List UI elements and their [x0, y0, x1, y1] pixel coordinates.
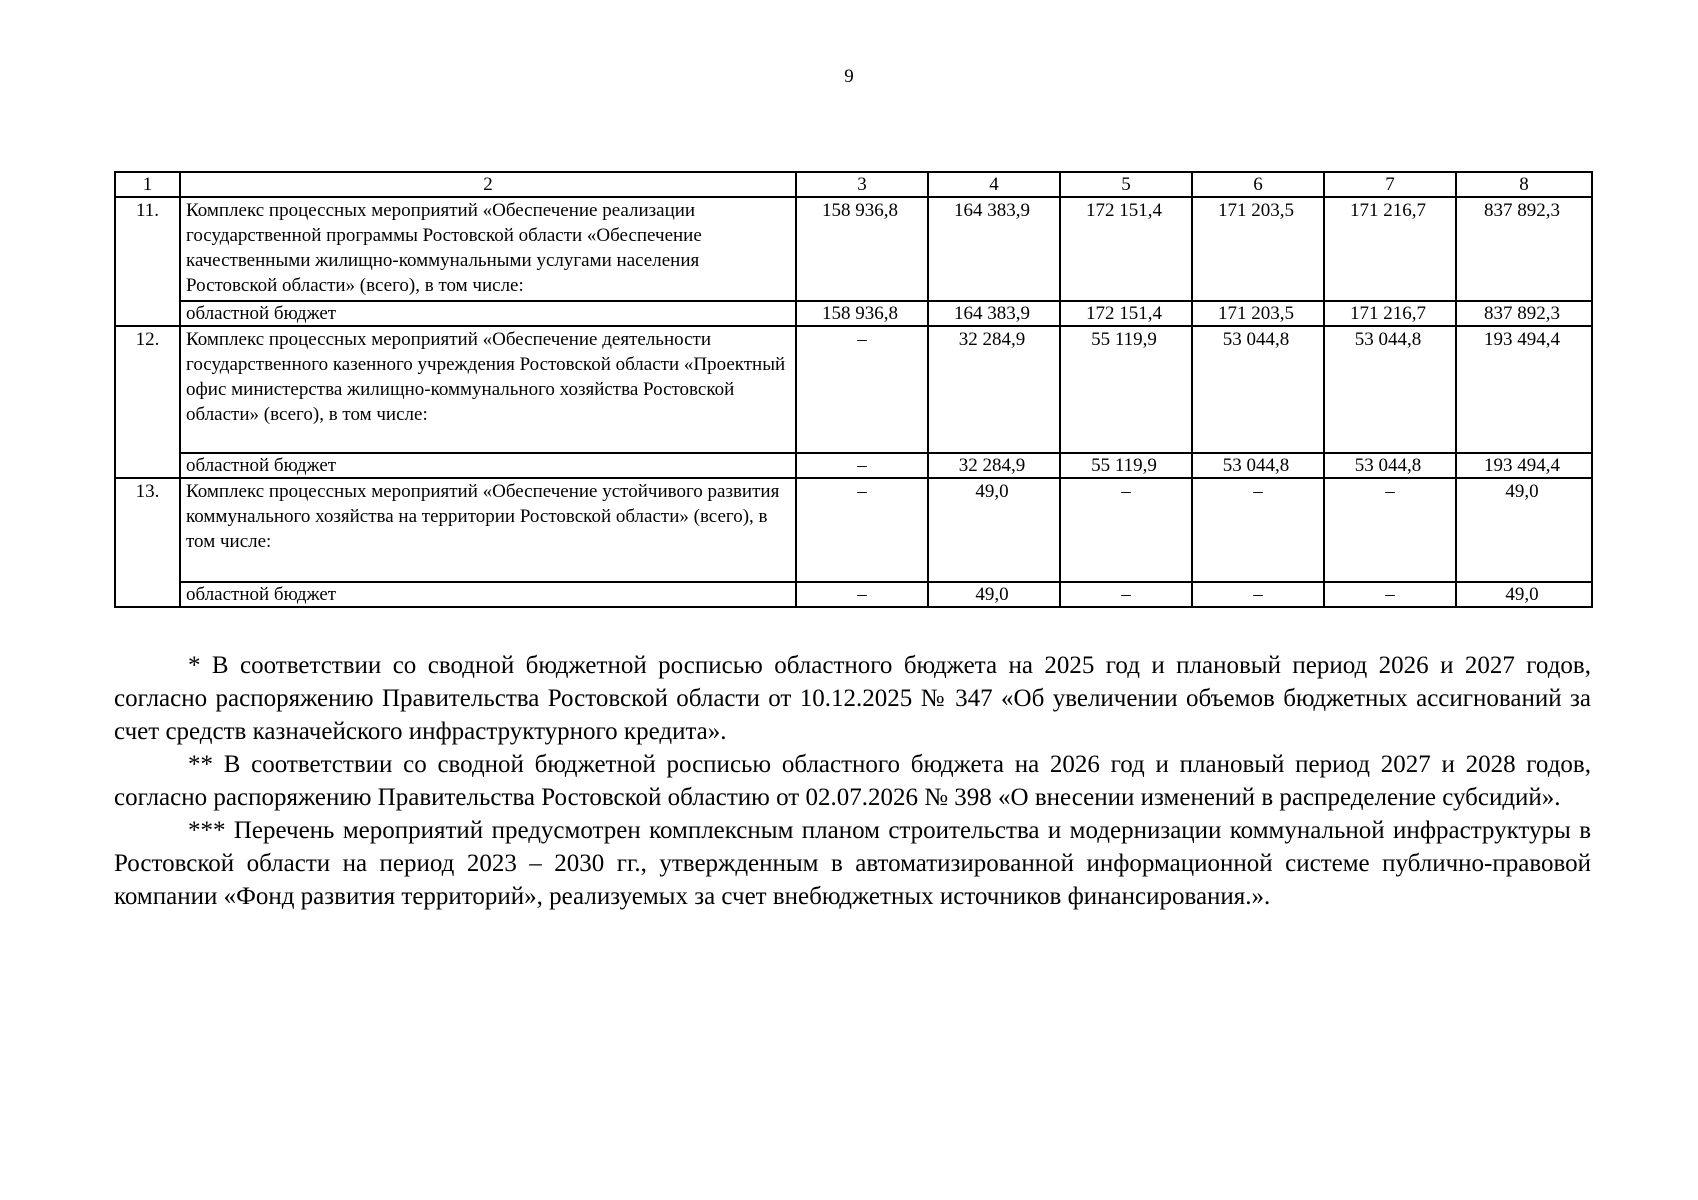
- row-title: Комплекс процессных мероприятий «Обеспечение реализации государственной программы Ростовской области «Обеспечение качественными жилищно-коммунальными услугами населения Ростовской области» (всего), в том числе:: [180, 197, 796, 301]
- table-subrow: [115, 453, 1592, 478]
- column-header: 3: [796, 172, 928, 197]
- column-header: 2: [180, 172, 796, 197]
- row-number: 11.: [115, 197, 180, 326]
- table-cell: 55 119,9: [1060, 453, 1192, 478]
- subrow-label: областной бюджет: [180, 582, 796, 607]
- column-header: 5: [1060, 172, 1192, 197]
- footnotes: [114, 649, 1591, 913]
- column-header: 8: [1456, 172, 1592, 197]
- table-cell: –: [796, 478, 928, 582]
- table-cell: –: [1192, 478, 1324, 582]
- table-cell: –: [1060, 478, 1192, 582]
- table-cell: 55 119,9: [1060, 326, 1192, 453]
- table-cell: 172 151,4: [1060, 197, 1192, 301]
- row-number: 13.: [115, 478, 180, 607]
- table-cell: 193 494,4: [1456, 453, 1592, 478]
- table-cell: 158 936,8: [796, 301, 928, 326]
- footnote: ** В соответствии со сводной бюджетной росписью областного бюджета на 2026 год и плановый период 2027 и 2028 годов, согласно распоряжению Правительства Ростовской областию от 02.07.2026 № 398 «О внесении изменений в распределение субсидий».: [114, 751, 1591, 811]
- table-row: [115, 326, 1592, 453]
- column-header: 6: [1192, 172, 1324, 197]
- table-cell: 171 203,5: [1192, 197, 1324, 301]
- table-subrow: [115, 301, 1592, 326]
- subrow-label: областной бюджет: [180, 301, 796, 326]
- table-cell: –: [1324, 478, 1456, 582]
- table-cell: 172 151,4: [1060, 301, 1192, 326]
- table-cell: 837 892,3: [1456, 301, 1592, 326]
- table-cell: 32 284,9: [928, 326, 1060, 453]
- table-cell: 53 044,8: [1324, 453, 1456, 478]
- page-number: 9: [844, 66, 854, 87]
- footnote: * В соответствии со сводной бюджетной росписью областного бюджета на 2025 год и плановый период 2026 и 2027 годов, согласно распоряжению Правительства Ростовской области от 10.12.2025 № 347 «Об увеличении объемов бюджетных ассигнований за счет средств казначейского инфраструктурного кредита».: [114, 652, 1591, 745]
- row-title: Комплекс процессных мероприятий «Обеспечение деятельности государственного казенного учреждения Ростовской области «Проектный офис министерства жилищно-коммунального хозяйства Ростовской области» (всего), в том числе:: [180, 326, 796, 453]
- footnote: *** Перечень мероприятий предусмотрен комплексным планом строительства и модернизации коммунальной инфраструктуры в Ростовской области на период 2023 – 2030 гг., утвержденным в автоматизированной информационной системе публично-правовой компании «Фонд развития территорий», реализуемых за счет внебюджетных источников финансирования.».: [114, 817, 1591, 910]
- table-cell: 49,0: [1456, 478, 1592, 582]
- table-cell: 171 203,5: [1192, 301, 1324, 326]
- table-cell: 171 216,7: [1324, 197, 1456, 301]
- table-cell: –: [1192, 582, 1324, 607]
- subrow-label: областной бюджет: [180, 453, 796, 478]
- table-cell: 53 044,8: [1324, 326, 1456, 453]
- table-cell: 32 284,9: [928, 453, 1060, 478]
- table-cell: 164 383,9: [928, 301, 1060, 326]
- table-cell: 49,0: [928, 582, 1060, 607]
- row-title: Комплекс процессных мероприятий «Обеспечение устойчивого развития коммунального хозяйства на территории Ростовской области» (всего), в том числе:: [180, 478, 796, 582]
- table-cell: 164 383,9: [928, 197, 1060, 301]
- table-cell: 53 044,8: [1192, 453, 1324, 478]
- column-header: 7: [1324, 172, 1456, 197]
- row-number: 12.: [115, 326, 180, 478]
- table-cell: –: [796, 453, 928, 478]
- table-row: [115, 197, 1592, 301]
- table-row: [115, 478, 1592, 582]
- table-cell: –: [796, 582, 928, 607]
- table-cell: –: [1060, 582, 1192, 607]
- table-cell: 193 494,4: [1456, 326, 1592, 453]
- table-cell: 837 892,3: [1456, 197, 1592, 301]
- table-cell: 53 044,8: [1192, 326, 1324, 453]
- budget-table: [114, 171, 1593, 608]
- table-subrow: [115, 582, 1592, 607]
- table-cell: –: [796, 326, 928, 453]
- table-cell: 49,0: [1456, 582, 1592, 607]
- table-cell: 171 216,7: [1324, 301, 1456, 326]
- table-cell: 158 936,8: [796, 197, 928, 301]
- column-header: 4: [928, 172, 1060, 197]
- column-header: 1: [115, 172, 180, 197]
- table-cell: –: [1324, 582, 1456, 607]
- table-header-row: [115, 172, 1592, 197]
- table-cell: 49,0: [928, 478, 1060, 582]
